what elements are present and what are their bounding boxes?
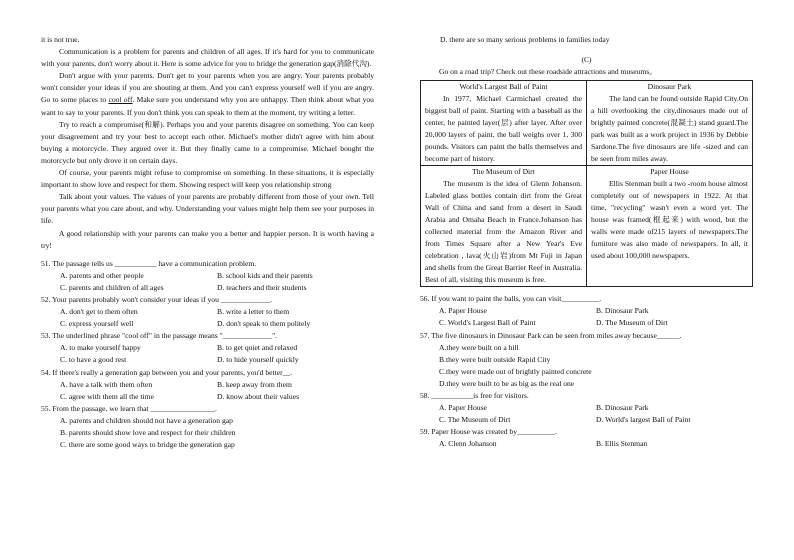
- question-stem: 52. Your parents probably won't consider your ideas if you _____________.: [41, 294, 273, 304]
- option-d[interactable]: D. World's largest Ball of Paint: [596, 415, 691, 425]
- option-d[interactable]: D. The Museum of Dirt: [596, 318, 668, 328]
- option-b[interactable]: B. Dinosaur Park: [596, 403, 649, 413]
- option-a[interactable]: A. Clenn Johanson: [439, 439, 497, 449]
- option-d[interactable]: D. teachers and their students: [217, 282, 307, 292]
- cell-text: The land can be found outside Rapid City.On a hill overlooking the city,dinosaurs made out of brightly painted concrete(混凝土) stand guard.The park was built as a work project in 1936 by Debbie Sardone.The five dinosaurs are life -sized and can be seen from miles away.: [591, 94, 748, 164]
- passage-paragraph-4: Of course, your parents might refuse to compromise on something. In these situations, it is especially important to show love and respect for them. Showing respect will keep you relationship strong: [41, 168, 374, 190]
- question-stem: 51. The passage tells us ___________ have a communication problem.: [41, 258, 257, 268]
- option-b[interactable]: B. school kids and their parents: [217, 270, 313, 280]
- section-label: (C): [581, 55, 592, 65]
- option-a[interactable]: A. to make yourself happy: [60, 343, 141, 353]
- question-55: [41, 403, 374, 451]
- option-d[interactable]: D. know about their values: [217, 391, 300, 401]
- passage-paragraph-1: Communication is a problem for parents and children of all ages. If it's hard for you to communicate with your parents, don't worry about it. Here is some advice for you to bridge the generation gap(消除代沟).: [41, 47, 374, 69]
- option-a[interactable]: A. parents and other people: [60, 270, 144, 280]
- question-56: [420, 293, 753, 329]
- passage-tail: it is not true.: [41, 35, 80, 44]
- option-c[interactable]: C. express yourself well: [60, 319, 134, 329]
- option-a[interactable]: A. parents and children should not have a generation gap: [60, 415, 233, 425]
- option-c[interactable]: C. there are some good ways to bridge the generation gap: [60, 440, 235, 450]
- option-c[interactable]: C. agree with them all the time: [60, 391, 154, 401]
- table-cell: [587, 166, 753, 287]
- question-52: [41, 294, 374, 330]
- question-stem: 58. ___________is free for visitors.: [420, 391, 529, 401]
- option-d[interactable]: D. don't speak to them politely: [217, 319, 311, 329]
- option-d[interactable]: D. there are so many serious problems in families today: [440, 35, 610, 44]
- question-53: [41, 330, 374, 366]
- cell-text: Ellis Stenman built a two -room house almost completely out of newspapers in 1922. At that time, "recycling" wasn't even a word yet. The house was framed(框起来) with wood, but the walls were made of215 layers of newspapers.The furniture was also made of newspapers. In all, it used about 100,000 newspapers.: [591, 179, 748, 261]
- question-stem: 55. From the passage, we learn that _________________.: [41, 403, 217, 413]
- underlined-phrase: cool off: [108, 95, 133, 105]
- cell-title: Paper House: [650, 167, 689, 177]
- table-cell: [587, 81, 753, 166]
- cell-title: World's Largest Ball of Paint: [459, 82, 548, 92]
- question-stem: 59. Paper House was created by__________.: [420, 427, 557, 437]
- cell-text: In 1977, Michael Carmichael created the biggest ball of paint. Starting with a baseball as the center, he painted layer(层) after layer. After over 20,000 layers of paint, the ball weighs over 1, 300 pounds. Visitors can paint the balls themselves and become part of history.: [425, 94, 582, 164]
- passage-paragraph-2: Don't argue with your parents. Don't get to your parents when you are angry. Your parents probably won't consider your ideas if you are shouting at them. And you can't express yourself well if you are angry. Go to some places to cool off. Make sure you understand why you are unhappy. Then think about what you want to say to your parents. If you don't think you can speak to them at the moment, try writing a letter.: [41, 71, 374, 117]
- option-d[interactable]: D. to hide yourself quickly: [217, 355, 299, 365]
- section-intro: Go on a road trip? Check out these roadside attractions and museums。: [439, 67, 657, 77]
- table-cell: [421, 166, 587, 287]
- option-a[interactable]: A. Paper House: [439, 306, 487, 316]
- question-59: [420, 426, 753, 450]
- cell-title: Dinosaur Park: [647, 82, 692, 92]
- attractions-table: [420, 80, 753, 287]
- cell-title: The Museum of Dirt: [472, 167, 535, 177]
- table-cell: [421, 81, 587, 166]
- option-a[interactable]: A. have a talk with them often: [60, 379, 153, 389]
- question-51: [41, 258, 374, 294]
- question-stem: 54. If there's really a generation gap between you and your parents, you'd better__.: [41, 367, 293, 377]
- option-b[interactable]: B. keep away from them: [217, 379, 292, 389]
- option-a[interactable]: A. Paper House: [439, 403, 487, 413]
- option-b[interactable]: B. Ellis Stenman: [596, 439, 648, 449]
- question-stem: 53. The underlined phrase "cool off" in the passage means "_____________".: [41, 331, 278, 341]
- left-column: [41, 34, 374, 451]
- option-b[interactable]: B.they were built outside Rapid City: [439, 354, 551, 364]
- question-stem: 56. If you want to paint the balls, you can visit__________.: [420, 294, 602, 304]
- passage-paragraph-5: Talk about your values. The values of your parents are probably different from those of your own. Tell your parents what you care about, and why. Understanding your values might help them see your purposes in life.: [41, 192, 374, 226]
- passage-paragraph-3: Try to reach a compromise(和解). Perhaps you and your parents disagree on something. You can keep your disagreement and try your best to accept each other. Michael's mother didn't agree with him about buying a motorcycle. They argued over it. But they finally came to a compromise. Michael bought the motorcycle but only drove it on certain days.: [41, 119, 374, 165]
- question-57: [420, 330, 753, 390]
- cell-text: The museum is the idea of Glenn Johanson. Labeled glass bottles contain dirt from the Great Wall of China and sand from a desert in Saudi Arabia and Omaha Beach in France.Johanson has collected material from the Amazon River and from Times Square after a New Year's Eve celebration , lava(火山岩)from Mt Fuji in Japan and shells from the Great Barrier Reef in Australia. Best of all, visiting this museum is free.: [425, 179, 582, 285]
- option-b[interactable]: B. write a letter to them: [217, 307, 290, 317]
- question-58: [420, 390, 753, 426]
- right-column: [420, 34, 753, 451]
- option-b[interactable]: B. to get quiet and relaxed: [217, 343, 298, 353]
- option-c[interactable]: C. to have a good rest: [60, 355, 127, 365]
- question-stem: 57. The five dinosaurs in Dinosaur Park can be seen from miles away because______.: [420, 330, 682, 340]
- option-c[interactable]: C. World's Largest Ball of Paint: [439, 318, 536, 328]
- option-c[interactable]: C. The Museum of Dirt: [439, 415, 511, 425]
- option-a[interactable]: A. don't get to them often: [60, 307, 138, 317]
- passage-paragraph-6: A good relationship with your parents can make you a better and happier person. It is worth having a try!: [41, 228, 374, 250]
- question-54: [41, 367, 374, 403]
- option-c[interactable]: C.they were made out of brightly painted concrete: [439, 366, 592, 376]
- option-c[interactable]: C. parents and children of all ages: [60, 282, 164, 292]
- option-b[interactable]: B. Dinosaur Park: [596, 306, 649, 316]
- option-d[interactable]: D.they were built to be as big as the real one: [439, 378, 575, 388]
- option-a[interactable]: A.they were built on a hill: [439, 342, 519, 352]
- option-b[interactable]: B. parents should show love and respect for their children: [60, 428, 236, 437]
